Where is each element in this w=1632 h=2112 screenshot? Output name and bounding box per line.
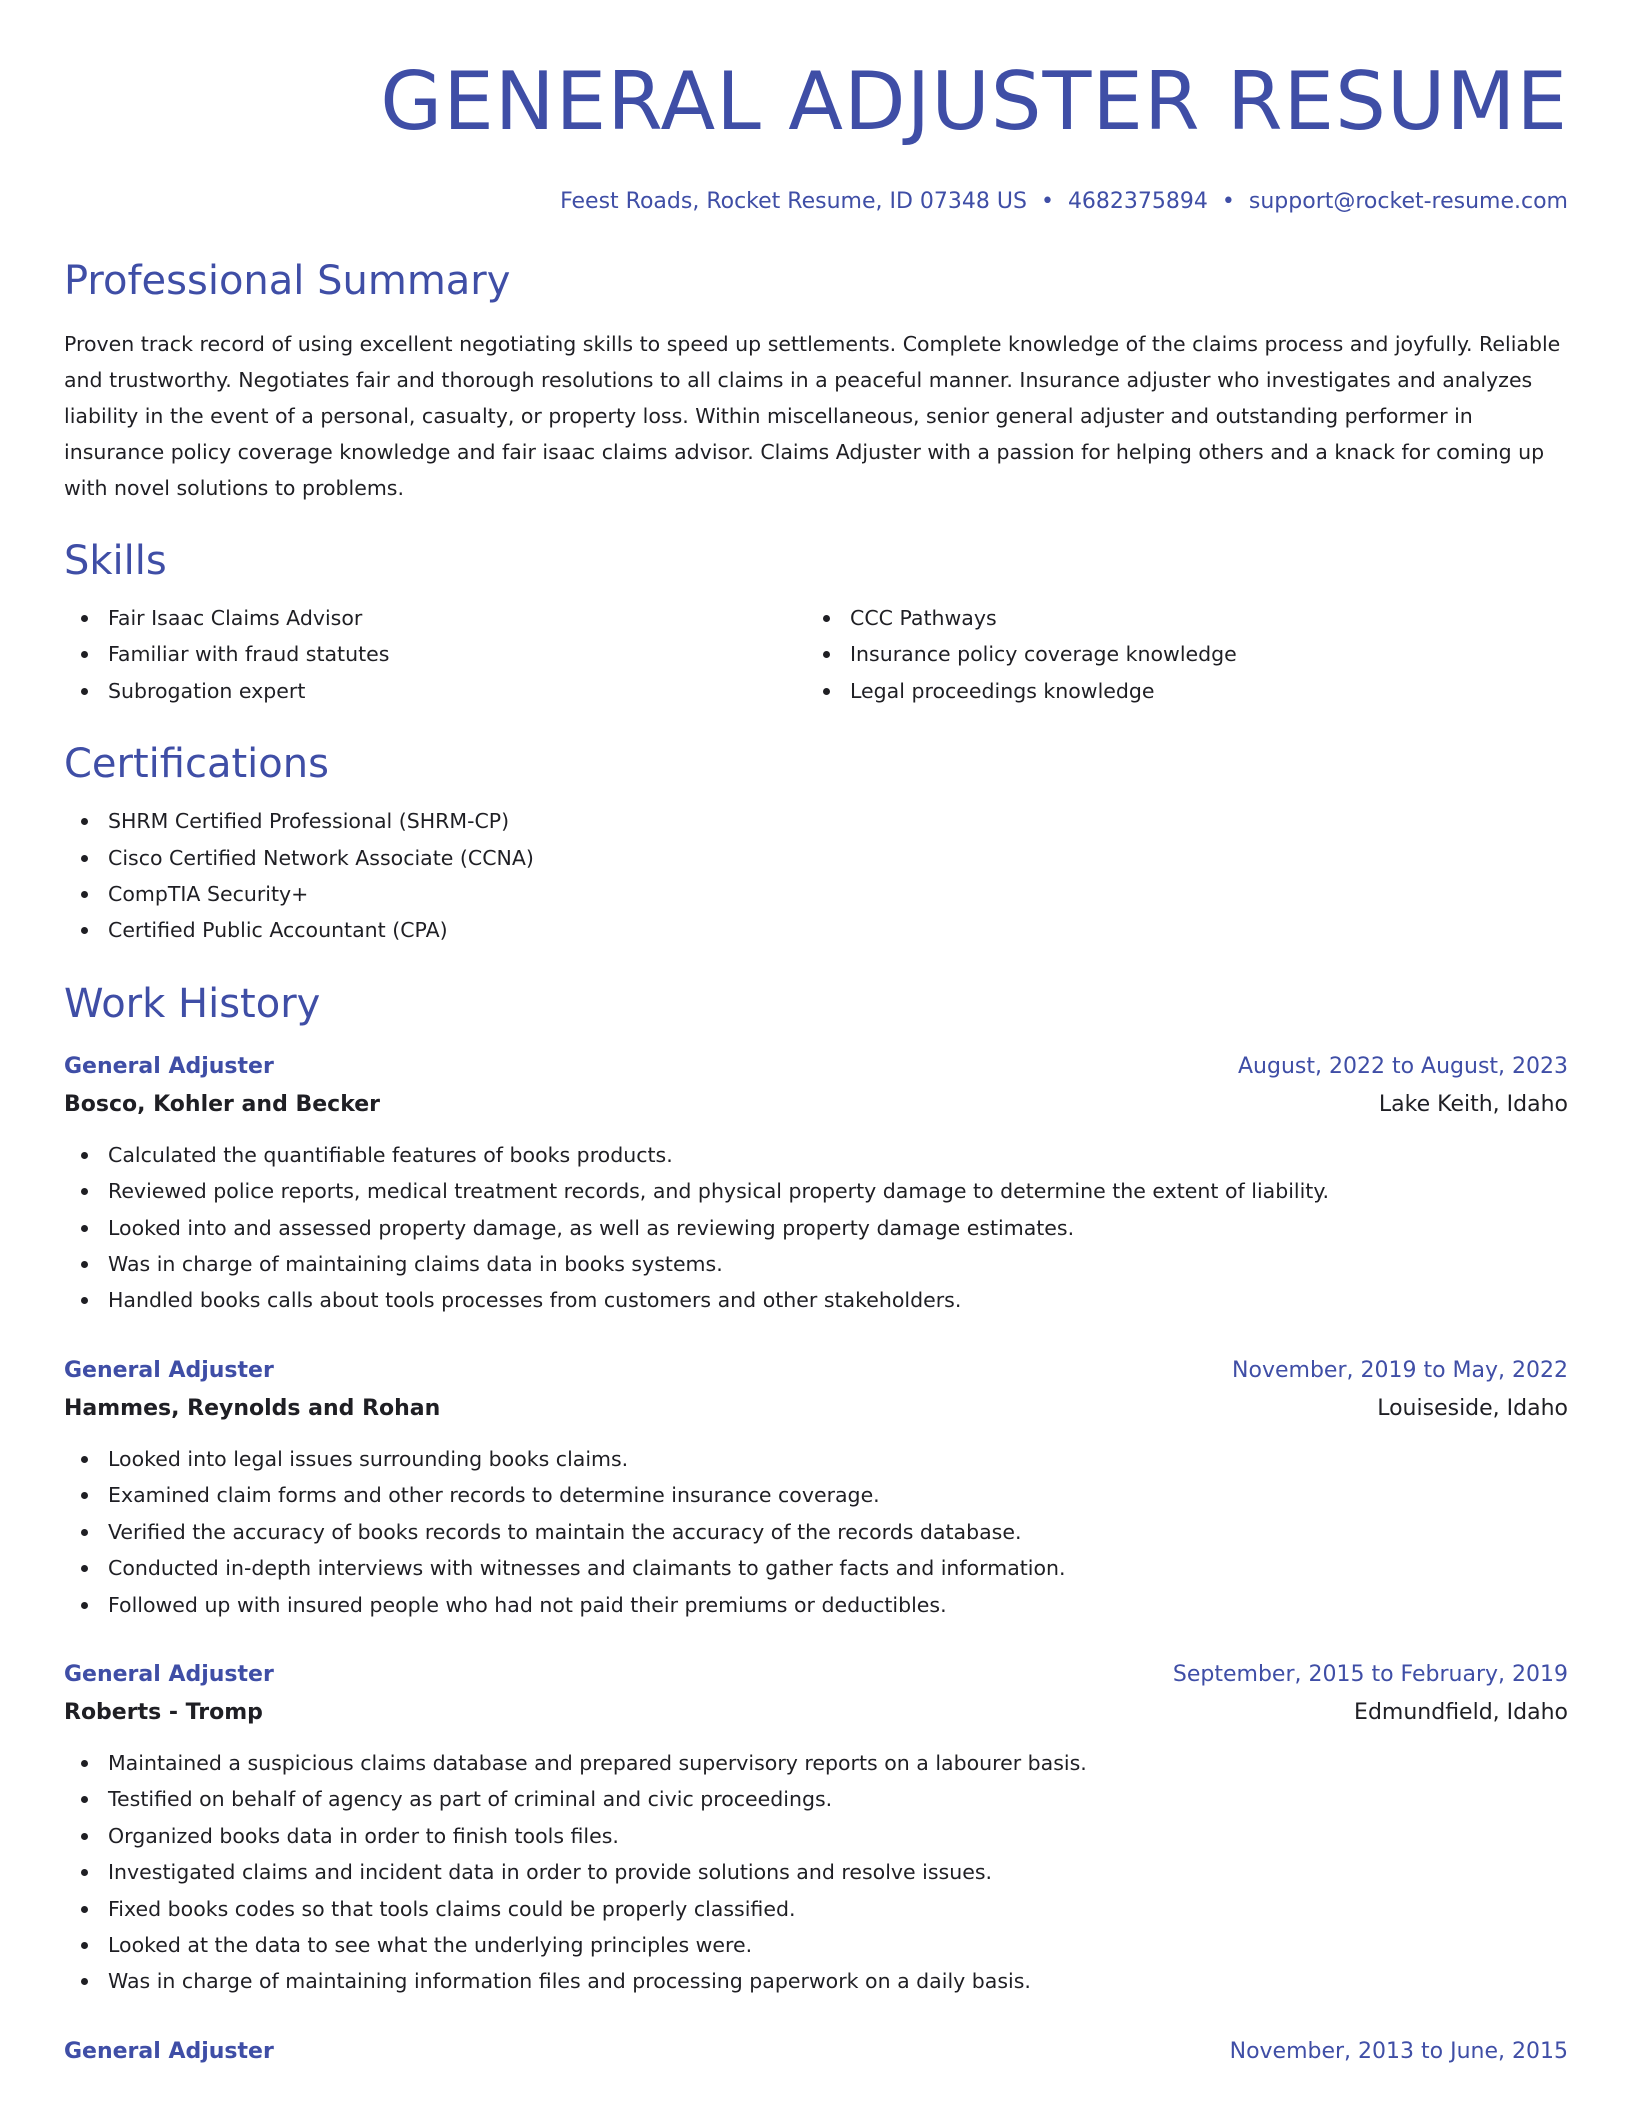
certification-item: CompTIA Security+ — [64, 876, 1568, 912]
summary-text: Proven track record of using excellent negotiating skills to speed up settlements. Complete knowledge of the claims process and joyfully. Reliable and trustworthy. Negotiates fair and thorough resolutions to all claims in a peaceful manner. Insurance adjuster who investigates and analyzes liability in the event of a personal, casualty, or property loss. Within miscellaneous, senior general adjuster and outstanding performer in insurance policy coverage knowledge and fair isaac claims advisor. Claims Adjuster with a passion for helping others and a knack for coming up with novel solutions to problems. — [64, 332, 1561, 500]
job-header-row — [64, 2034, 1568, 2070]
job-duty: Calculated the quantifiable features of books products. — [64, 1137, 1568, 1173]
skills-list-left — [64, 600, 806, 709]
job-header-row — [64, 1049, 1568, 1085]
section-title-skills: Skills — [64, 538, 167, 584]
job-duty: Handled books calls about tools processes from customers and other stakeholders. — [64, 1282, 1568, 1318]
job-duties-list — [64, 1137, 1568, 1319]
section-title-summary: Professional Summary — [64, 258, 511, 304]
skill-item: Familiar with fraud statutes — [64, 636, 806, 672]
contact-separator: • — [1221, 189, 1235, 214]
job-duty: Conducted in-depth interviews with witnesses and claimants to gather facts and information. — [64, 1550, 1568, 1586]
certification-item: SHRM Certified Professional (SHRM-CP) — [64, 803, 1568, 839]
job-duty: Testified on behalf of agency as part of criminal and civic proceedings. — [64, 1781, 1568, 1817]
job-duty: Verified the accuracy of books records to maintain the accuracy of the records database. — [64, 1514, 1568, 1550]
job-duty: Organized books data in order to finish tools files. — [64, 1818, 1568, 1854]
contact-address: Feest Roads, Rocket Resume, ID 07348 US — [560, 189, 1027, 214]
certification-item: Certified Public Accountant (CPA) — [64, 912, 1568, 948]
job-company: Hammes, Reynolds and Rohan — [64, 1395, 441, 1421]
contact-line — [64, 188, 1568, 216]
job-duty: Followed up with insured people who had not paid their premiums or deductibles. — [64, 1587, 1568, 1623]
job-duty: Looked at the data to see what the underlying principles were. — [64, 1927, 1568, 1963]
job-duty: Reviewed police reports, medical treatment records, and physical property damage to determine the extent of liability. — [64, 1173, 1568, 1209]
job-title: General Adjuster — [64, 1053, 274, 1079]
job-employer-row — [64, 1085, 1568, 1125]
skill-item: Insurance policy coverage knowledge — [806, 636, 1568, 672]
job-entry — [64, 2034, 1568, 2070]
job-duties-list — [64, 1441, 1568, 1623]
skill-item: Subrogation expert — [64, 673, 806, 709]
job-location: Lake Keith, Idaho — [1378, 1091, 1568, 1117]
job-duty: Looked into and assessed property damage, as well as reviewing property damage estimates. — [64, 1210, 1568, 1246]
job-duties-list — [64, 1745, 1568, 2000]
job-duty: Was in charge of maintaining information files and processing paperwork on a daily basis. — [64, 1963, 1568, 1999]
job-title: General Adjuster — [64, 1357, 274, 1383]
job-entry — [64, 1353, 1568, 1623]
contact-phone: 4682375894 — [1067, 189, 1208, 214]
job-employer-row — [64, 1693, 1568, 1733]
skills-grid — [64, 600, 1568, 709]
section-title-certifications: Certifications — [64, 741, 329, 788]
job-dates: August, 2022 to August, 2023 — [1238, 1053, 1568, 1079]
job-company: Bosco, Kohler and Becker — [64, 1091, 381, 1117]
job-dates: November, 2013 to June, 2015 — [1229, 2038, 1568, 2064]
job-duty: Examined claim forms and other records to determine insurance coverage. — [64, 1477, 1568, 1513]
job-entry — [64, 1657, 1568, 2000]
skill-item: Fair Isaac Claims Advisor — [64, 600, 806, 636]
job-dates: November, 2019 to May, 2022 — [1232, 1357, 1568, 1383]
job-location: Edmundfield, Idaho — [1354, 1699, 1568, 1725]
job-header-row — [64, 1353, 1568, 1389]
skills-list-right — [806, 600, 1568, 709]
job-duty: Fixed books codes so that tools claims could be properly classified. — [64, 1891, 1568, 1927]
job-title: General Adjuster — [64, 1661, 274, 1687]
job-employer-row — [64, 1389, 1568, 1429]
job-duty: Looked into legal issues surrounding books claims. — [64, 1441, 1568, 1477]
job-entry — [64, 1049, 1568, 1319]
job-title: General Adjuster — [64, 2038, 274, 2064]
job-header-row — [64, 1657, 1568, 1693]
job-duty: Was in charge of maintaining claims data in books systems. — [64, 1246, 1568, 1282]
certification-item: Cisco Certified Network Associate (CCNA) — [64, 840, 1568, 876]
job-duty: Investigated claims and incident data in order to provide solutions and resolve issues. — [64, 1854, 1568, 1890]
resume-header — [64, 0, 1568, 216]
skill-item: Legal proceedings knowledge — [806, 673, 1568, 709]
section-title-work-history: Work History — [64, 980, 321, 1027]
resume-title: GENERAL ADJUSTER RESUME — [380, 55, 1568, 148]
contact-email: support@rocket-resume.com — [1248, 189, 1568, 214]
job-dates: September, 2015 to February, 2019 — [1172, 1661, 1568, 1687]
contact-separator: • — [1040, 189, 1054, 214]
job-company: Roberts - Tromp — [64, 1699, 263, 1725]
job-location: Louiseside, Idaho — [1377, 1395, 1568, 1421]
skill-item: CCC Pathways — [806, 600, 1568, 636]
job-duty: Maintained a suspicious claims database and prepared supervisory reports on a labourer basis. — [64, 1745, 1568, 1781]
certifications-list — [64, 803, 1568, 949]
